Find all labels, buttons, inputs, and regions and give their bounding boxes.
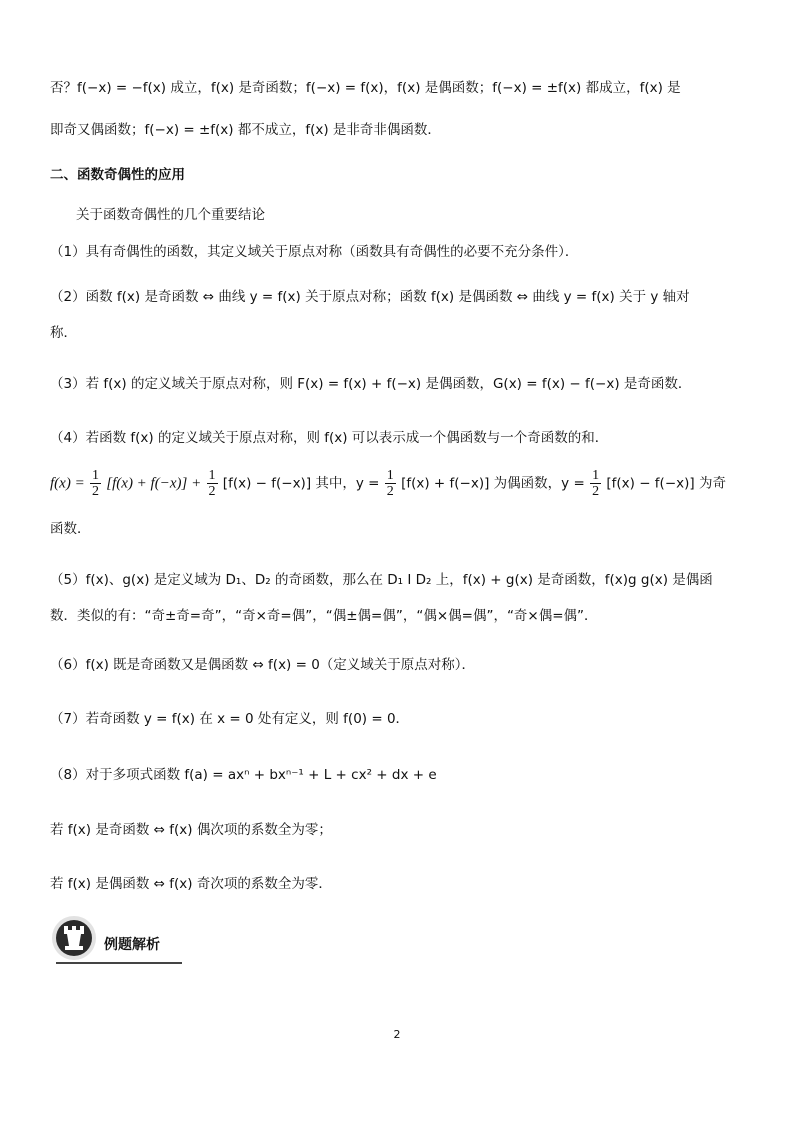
section-heading: 二、函数奇偶性的应用 [50, 167, 185, 183]
conclusion-3: （3）若 f(x) 的定义域关于原点对称，则 F(x) = f(x) + f(−x) 是偶函数，G(x) = f(x) − f(−x) 是奇函数． [50, 376, 692, 392]
conclusion-1: （1）具有奇偶性的函数，其定义域关于原点对称（函数具有奇偶性的必要不充分条件）． [50, 244, 579, 260]
formula-part-1: [f(x) + f(−x)] + [106, 475, 202, 492]
text-line-1: 否？f(−x) = −f(x) 成立，f(x) 是奇函数；f(−x) = f(x)，f(x) 是偶函数；f(−x) = ±f(x) 都成立，f(x) 是 [50, 80, 681, 96]
text-line-2: 即奇又偶函数；f(−x) = ±f(x) 都不成立，f(x) 是非奇非偶函数． [50, 122, 441, 138]
section-badge [50, 914, 182, 966]
formula-part-2: [f(x) − f(−x)] 其中，y = [222, 475, 380, 492]
section-badge-label: 例题解析 [104, 937, 160, 953]
conclusion-8a: 若 f(x) 是奇函数 ⇔ f(x) 偶次项的系数全为零； [50, 822, 332, 838]
fraction-half: $\frac{1}{2}$ [208, 468, 216, 499]
conclusions-intro: 关于函数奇偶性的几个重要结论 [76, 207, 265, 223]
conclusion-8: （8）对于多项式函数 f(a) = axⁿ + bxⁿ⁻¹ + L + cx² + dx + e [50, 767, 437, 783]
formula-part-4: [f(x) − f(−x)] 为奇 [606, 475, 726, 492]
conclusion-7: （7）若奇函数 y = f(x) 在 x = 0 处有定义，则 f(0) = 0． [50, 711, 410, 727]
conclusion-6: （6）f(x) 既是奇函数又是偶函数 ⇔ f(x) = 0（定义域关于原点对称）． [50, 657, 476, 673]
conclusion-4-end: 函数． [50, 521, 91, 537]
conclusion-4: （4）若函数 f(x) 的定义域关于原点对称，则 f(x) 可以表示成一个偶函数与一个奇函数的和． [50, 430, 609, 446]
conclusion-5a: （5）f(x)、g(x) 是定义域为 D₁、D₂ 的奇函数，那么在 D₁ I D₂ 上，f(x) + g(x) 是奇函数，f(x)g g(x) 是偶函 [50, 572, 713, 588]
formula-part-3: [f(x) + f(−x)] 为偶函数，y = [401, 475, 585, 492]
conclusion-5b: 数．类似的有：“奇±奇=奇”，“奇×奇=偶”，“偶±偶=偶”，“偶×偶=偶”，“奇×偶=偶”． [50, 608, 598, 624]
conclusion-2b: 称． [50, 325, 77, 341]
formula-start: f(x) = [50, 475, 85, 492]
conclusion-4-formula [50, 468, 726, 499]
fraction-half: $\frac{1}{2}$ [592, 468, 600, 499]
fraction-half: $\frac{1}{2}$ [91, 468, 99, 499]
conclusion-2a: （2）函数 f(x) 是奇函数 ⇔ 曲线 y = f(x) 关于原点对称；函数 f(x) 是偶函数 ⇔ 曲线 y = f(x) 关于 y 轴对 [50, 289, 690, 305]
fraction-half: $\frac{1}{2}$ [386, 468, 394, 499]
page-number: 2 [393, 1028, 401, 1041]
conclusion-8b: 若 f(x) 是偶函数 ⇔ f(x) 奇次项的系数全为零． [50, 876, 332, 892]
